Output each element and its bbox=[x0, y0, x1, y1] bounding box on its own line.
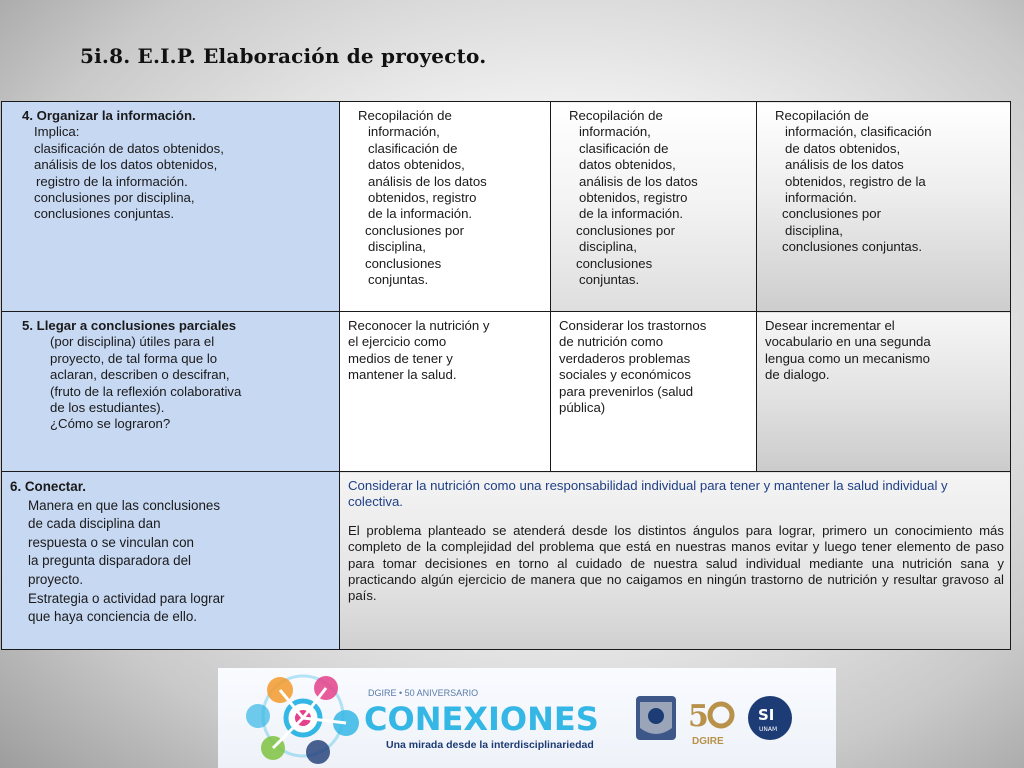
si-unam-badge-icon bbox=[748, 696, 792, 740]
row1-col1-body: información, clasificación de datos obtenidos, análisis de los datos obtenidos, registro de la información. conclusiones por disciplina, conclusiones conjuntas. bbox=[365, 124, 487, 288]
row1-col2-body: información, clasificación de datos obtenidos, análisis de los datos obtenidos, registro de la información. conclusiones por disciplina, conclusiones conjuntas. bbox=[576, 124, 698, 288]
banner-kicker: DGIRE • 50 ANIVERSARIO bbox=[368, 688, 479, 698]
row1-col3-body: información, clasificación de datos obtenidos, análisis de los datos obtenidos, registro de la información. conclusiones por disciplina, conclusiones conjuntas. bbox=[782, 124, 932, 255]
step-5-cell bbox=[2, 312, 340, 472]
si-badge-subtext: UNAM bbox=[759, 726, 778, 733]
svg-text:5: 5 bbox=[688, 699, 709, 734]
table-row bbox=[2, 312, 1011, 472]
connection-paragraph: El problema planteado se atenderá desde los distintos ángulos para lograr, primero un conocimiento más completo de la complejidad del problema que está en nuestras manos evitar y luego tener elemento de paso para tomar decisiones en torno al cuidado de nuestra salud individual mediante una nutrición sana y practicando algún ejercicio de manera que no caigamos en ningún trastorno de nutrición y resultar gravoso al país. bbox=[348, 522, 1004, 604]
step-6-heading: 6. Conectar. bbox=[10, 479, 86, 494]
row1-col2-cell: Recopilación de información, clasificación de datos obtenidos, análisis de los datos obtenidos, registro de la información. conclusiones por disciplina, conclusiones conjuntas. bbox=[551, 102, 757, 312]
row1-col1-cell: Recopilación de información, clasificación de datos obtenidos, análisis de los datos obtenidos, registro de la información. conclusiones por disciplina, conclusiones conjuntas. bbox=[340, 102, 551, 312]
banner-artwork bbox=[218, 668, 836, 768]
step-4-description: Implica: clasificación de datos obtenidos, análisis de los datos obtenidos, registro de la información. conclusiones por disciplina, conclusiones conjuntas. bbox=[34, 124, 224, 222]
dgire-label: DGIRE bbox=[692, 736, 724, 747]
row2-col2-cell: Considerar los trastornos de nutrición como verdaderos problemas sociales y económicos para prevenirlos (salud pública) bbox=[551, 312, 757, 472]
step-5-heading: 5. Llegar a conclusiones parciales bbox=[22, 318, 237, 333]
step-4-heading: 4. Organizar la información. bbox=[22, 108, 196, 123]
unam-seal-icon bbox=[636, 696, 676, 740]
network-logo-icon bbox=[246, 676, 359, 764]
row2-col3-cell: Desear incrementar el vocabulario en una segunda lengua como un mecanismo de dialogo. bbox=[757, 312, 1011, 472]
row1-col3-cell: Recopilación de información, clasificación de datos obtenidos, análisis de los datos obtenidos, registro de la información. conclusiones por disciplina, conclusiones conjuntas. bbox=[757, 102, 1011, 312]
step-6-cell bbox=[2, 472, 340, 650]
table-row bbox=[2, 472, 1011, 650]
step-6-description: Manera en que las conclusiones de cada disciplina dan respuesta o se vinculan con la pregunta disparadora del proyecto. Estrategia o actividad para lograr que haya conciencia de ello. bbox=[28, 497, 225, 625]
conexiones-banner bbox=[218, 668, 836, 768]
project-table bbox=[1, 101, 1011, 650]
banner-title: CONEXIONES bbox=[364, 700, 599, 738]
dgire-50-logo-icon bbox=[688, 699, 732, 747]
connection-highlight: Considerar la nutrición como una responsabilidad individual para tener y mantener la salud individual y colectiva. bbox=[348, 478, 948, 510]
step-4-cell bbox=[2, 102, 340, 312]
step-5-description: (por disciplina) útiles para el proyecto, de tal forma que lo aclaran, describen o descifran, (fruto de la reflexión colaborativa de los estudiantes). ¿Cómo se lograron? bbox=[50, 334, 242, 432]
banner-tagline: Una mirada desde la interdisciplinariedad bbox=[386, 739, 594, 751]
page-title: 5i.8. E.I.P. Elaboración de proyecto. bbox=[80, 44, 487, 68]
row2-col1-cell: Reconocer la nutrición y el ejercicio como medios de tener y mantener la salud. bbox=[340, 312, 551, 472]
table-row bbox=[2, 102, 1011, 312]
connection-cell bbox=[340, 472, 1011, 650]
si-badge-text: SI bbox=[758, 706, 775, 724]
